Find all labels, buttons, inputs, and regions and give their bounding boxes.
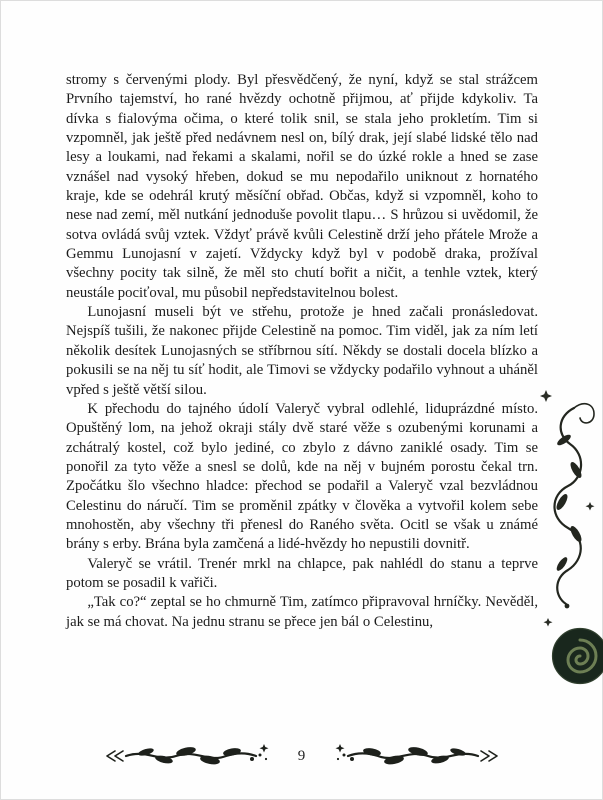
star-icon xyxy=(540,390,595,627)
paragraph: „Tak co?“ zeptal se ho chmurně Tim, zatímco připravoval hrníčky. Nevěděl, jak se má chovat. Na jednu stranu se přece jen bál o Celestinu, xyxy=(66,594,538,630)
right-margin-flourish-icon xyxy=(534,382,600,632)
footer-vine-right-icon xyxy=(330,742,502,770)
paragraph: Lunojasní museli být ve střehu, protože je hned začali pronásledovat. Nejspíš tušili, že nakonec přijde Celestině na pomoc. Tim viděl, jak za ním letí několik desítek Lunojasných se stříbrnou sítí. Někdy se dostali docela blízko a pokusili se na něj tu síť hodit, ale Timovi se vždycky podařilo vyhnout a uháněl vpřed s ještě větší silou. xyxy=(66,304,538,398)
paragraph: Valeryč se vrátil. Trenér mrkl na chlapce, pak nahlédl do stanu a teprve potom se posadil k vařiči. xyxy=(66,555,538,591)
text-block xyxy=(66,71,538,632)
paragraph: K přechodu do tajného údolí Valeryč vybral odlehlé, liduprázdné místo. Opuštěný lom, na jehož okraji stály dvě staré věže s ozubenými korunami a zchátralý kostel, což bylo jediné, co zbylo z dávno zaniklé osady. Tim se ponořil za tyto věže a snesl se dolů, kde na něj v bujném porostu čekal trn. Zpočátku šlo všechno hladce: přechod se podařil a Valeryč vzal bezvládnou Celestinu do náručí. Tim se proměnil zpátky v člověka a vytvořil kolem sebe mnohostěn, aby všechny tři přenesl do Raného světa. Ocitl se však u známé brány s erby. Brána byla zamčená a lidé-hvězdy ho nepustili dovnitř. xyxy=(66,400,538,553)
footer-vine-left-icon xyxy=(102,742,274,770)
page-number: 9 xyxy=(297,747,306,764)
spiral-emblem-icon xyxy=(551,627,603,685)
page-footer xyxy=(0,742,603,770)
paragraph: stromy s červenými plody. Byl přesvědčený, že nyní, když se stal strážcem Prvního tajemství, ho rané hvězdy ochotně přijmou, ať přijde kdykoliv. Ta dívka s fialovýma očima, o které tolik snil, se stala jeho prokletím. Tim si vzpomněl, jak ještě před nedávnem nesl on, bílý drak, její slabé lidské tělo nad lesy a loukami, nad řekami a skalami, nořil se do úzké rokle a hned se zase vznášel nad vysoký hřeben, dokud se mu nepodařilo uniknout z hornatého kraje, kde se odehrál krutý měsíční obřad. Občas, když si vzpomněl, koho to nese nad zemí, měl nutkání jednoduše povolit tlapu… S hrůzou si uvědomil, že sotva ovládá svůj vztek. Vždyť právě kvůli Celestině drží jeho přátele Mrože a Gemmu Lunojasní v zajetí. Vždycky když byl v podobě draka, prožíval všechny pocity tak silně, že měl sto chutí bořit a ničit, a tenhle vztek, který neustále pociťoval, mu působil nepředstavitelnou bolest. xyxy=(66,72,538,301)
